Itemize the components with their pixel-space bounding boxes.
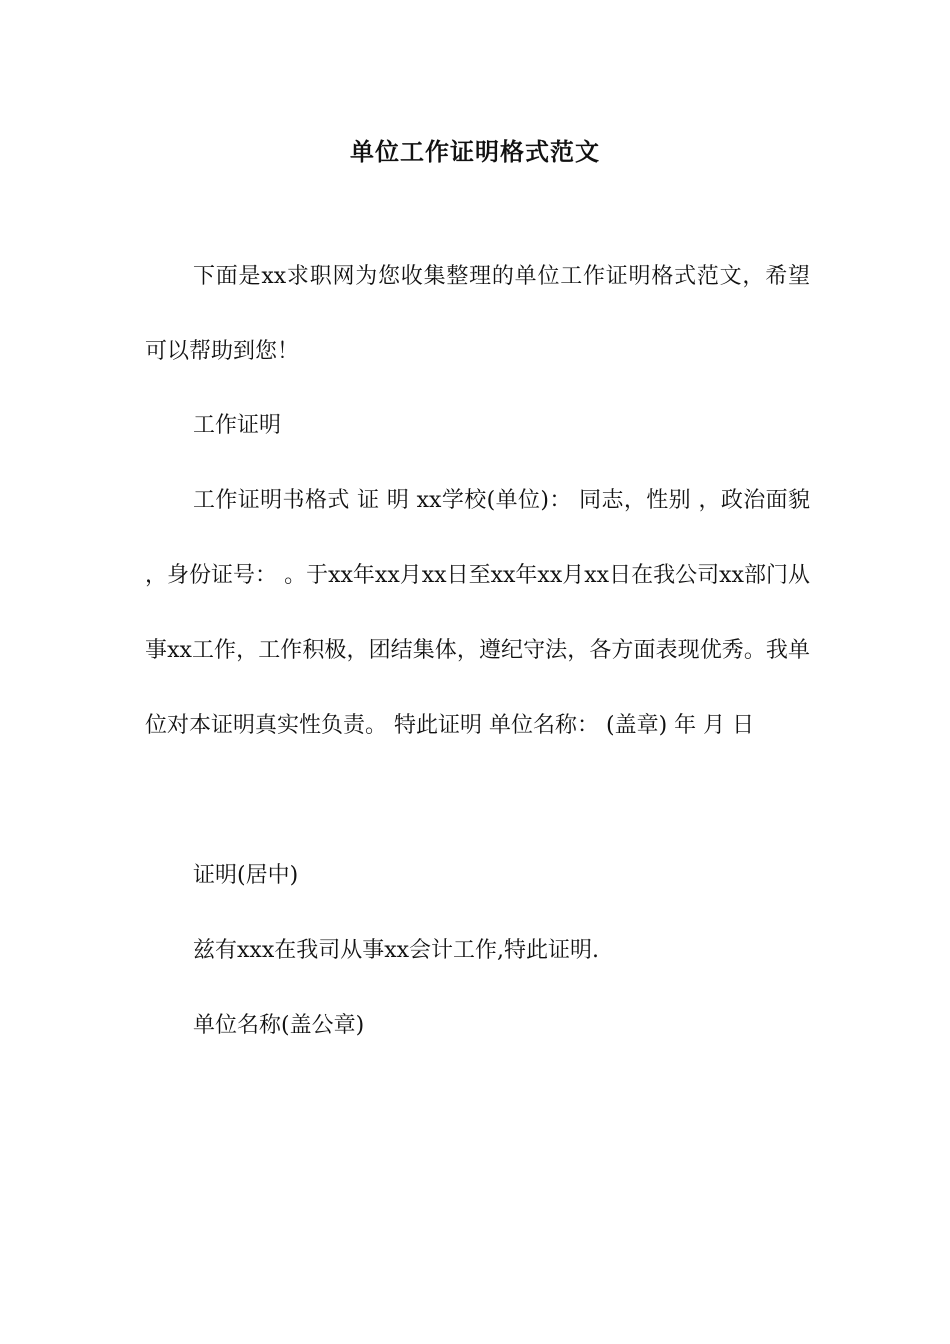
certificate-statement-paragraph: 兹有xxx在我司从事xx会计工作,特此证明. bbox=[193, 938, 600, 963]
signature-unit-name: 单位名称(盖公章) bbox=[193, 1013, 365, 1038]
document-title: 单位工作证明格式范文 bbox=[350, 137, 600, 166]
certificate-template-paragraph: 工作证明书格式 证 明 xx学校(单位)： 同志，性别 ，政治面貌 ，身份证号： 。于xx年xx月xx日至xx年xx月xx日在我公司xx部门从事xx工作，工作积极，团结集体，遵纪守法，各方面表现优秀。我单位对本证明真实性负责。 特此证明 单位名称： (盖章) 年 月 日 bbox=[145, 488, 810, 738]
section-heading-certificate-centered: 证明(居中) bbox=[193, 863, 299, 888]
intro-paragraph: 下面是xx求职网为您收集整理的单位工作证明格式范文，希望可以帮助到您！ bbox=[145, 264, 810, 364]
section-heading-work-certificate: 工作证明 bbox=[193, 413, 282, 438]
